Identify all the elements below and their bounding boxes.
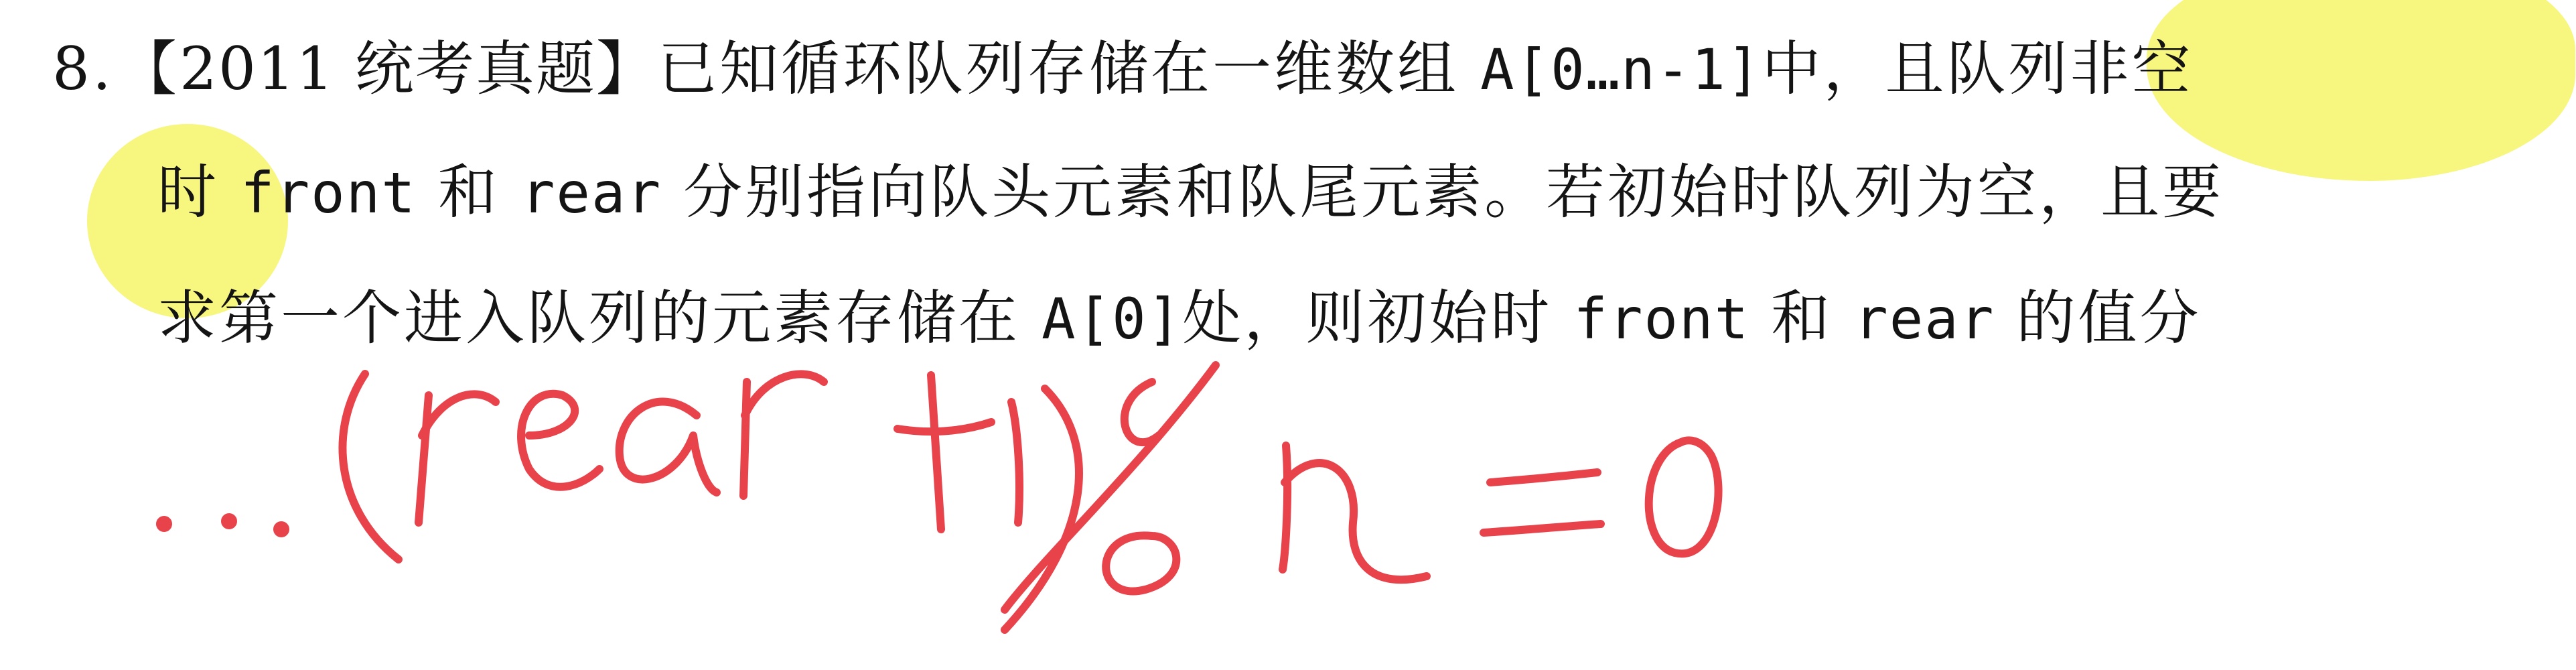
ink-dot xyxy=(277,525,285,533)
ink-dot xyxy=(225,517,233,525)
ink-stroke xyxy=(521,394,599,487)
code-term: A[0] xyxy=(1042,286,1183,352)
ink-stroke xyxy=(1011,402,1019,523)
ink-stroke xyxy=(898,422,991,431)
question-text: 已知循环队列存储在一维数组 xyxy=(657,34,1459,103)
code-term: rear xyxy=(520,160,662,226)
ink-stroke xyxy=(1285,463,1427,580)
yellow-highlight-mark xyxy=(2147,0,2575,181)
ink-stroke xyxy=(1484,524,1601,533)
question-text: 中，且队列非空 xyxy=(1762,34,2194,103)
question-text: 分别指向队头元素和队尾元素。若初始时队列为空，且要 xyxy=(683,157,2224,226)
question-text: 和 xyxy=(437,157,500,226)
question-text: 时 xyxy=(157,157,220,226)
ink-stroke xyxy=(422,394,496,436)
ink-stroke xyxy=(1125,382,1159,442)
ink-stroke xyxy=(1005,389,1079,630)
code-term: front xyxy=(240,160,417,226)
question-text: 和 xyxy=(1771,283,1833,352)
source-bracket-open: 【 xyxy=(117,34,180,103)
code-term: A[0…n-1] xyxy=(1480,37,1762,103)
question-text: 求第一个进入队列的元素存储在 xyxy=(157,283,1021,352)
ink-stroke xyxy=(342,374,399,559)
ink-stroke xyxy=(1649,440,1719,553)
question-source: 2011 统考真题 xyxy=(179,34,596,103)
code-term: rear xyxy=(1854,286,1995,352)
source-bracket-close: 】 xyxy=(595,34,658,103)
ink-stroke xyxy=(419,395,429,523)
ink-stroke xyxy=(1005,365,1216,610)
question-text: 处，则初始时 xyxy=(1182,283,1553,352)
question-number: 8. xyxy=(52,34,114,103)
question-line-3 xyxy=(157,281,2201,356)
code-term: front xyxy=(1573,286,1750,352)
ink-stroke xyxy=(1106,535,1176,591)
ink-stroke xyxy=(1490,472,1597,482)
question-text: 的值分 xyxy=(2016,283,2202,352)
ink-stroke xyxy=(743,382,747,496)
ink-stroke xyxy=(745,374,824,415)
ink-stroke xyxy=(1283,446,1287,570)
ink-stroke xyxy=(620,402,717,492)
ink-dot xyxy=(160,520,168,528)
question-line-2 xyxy=(157,155,2224,230)
question-line-1 xyxy=(52,32,2194,107)
ink-stroke xyxy=(931,375,941,529)
